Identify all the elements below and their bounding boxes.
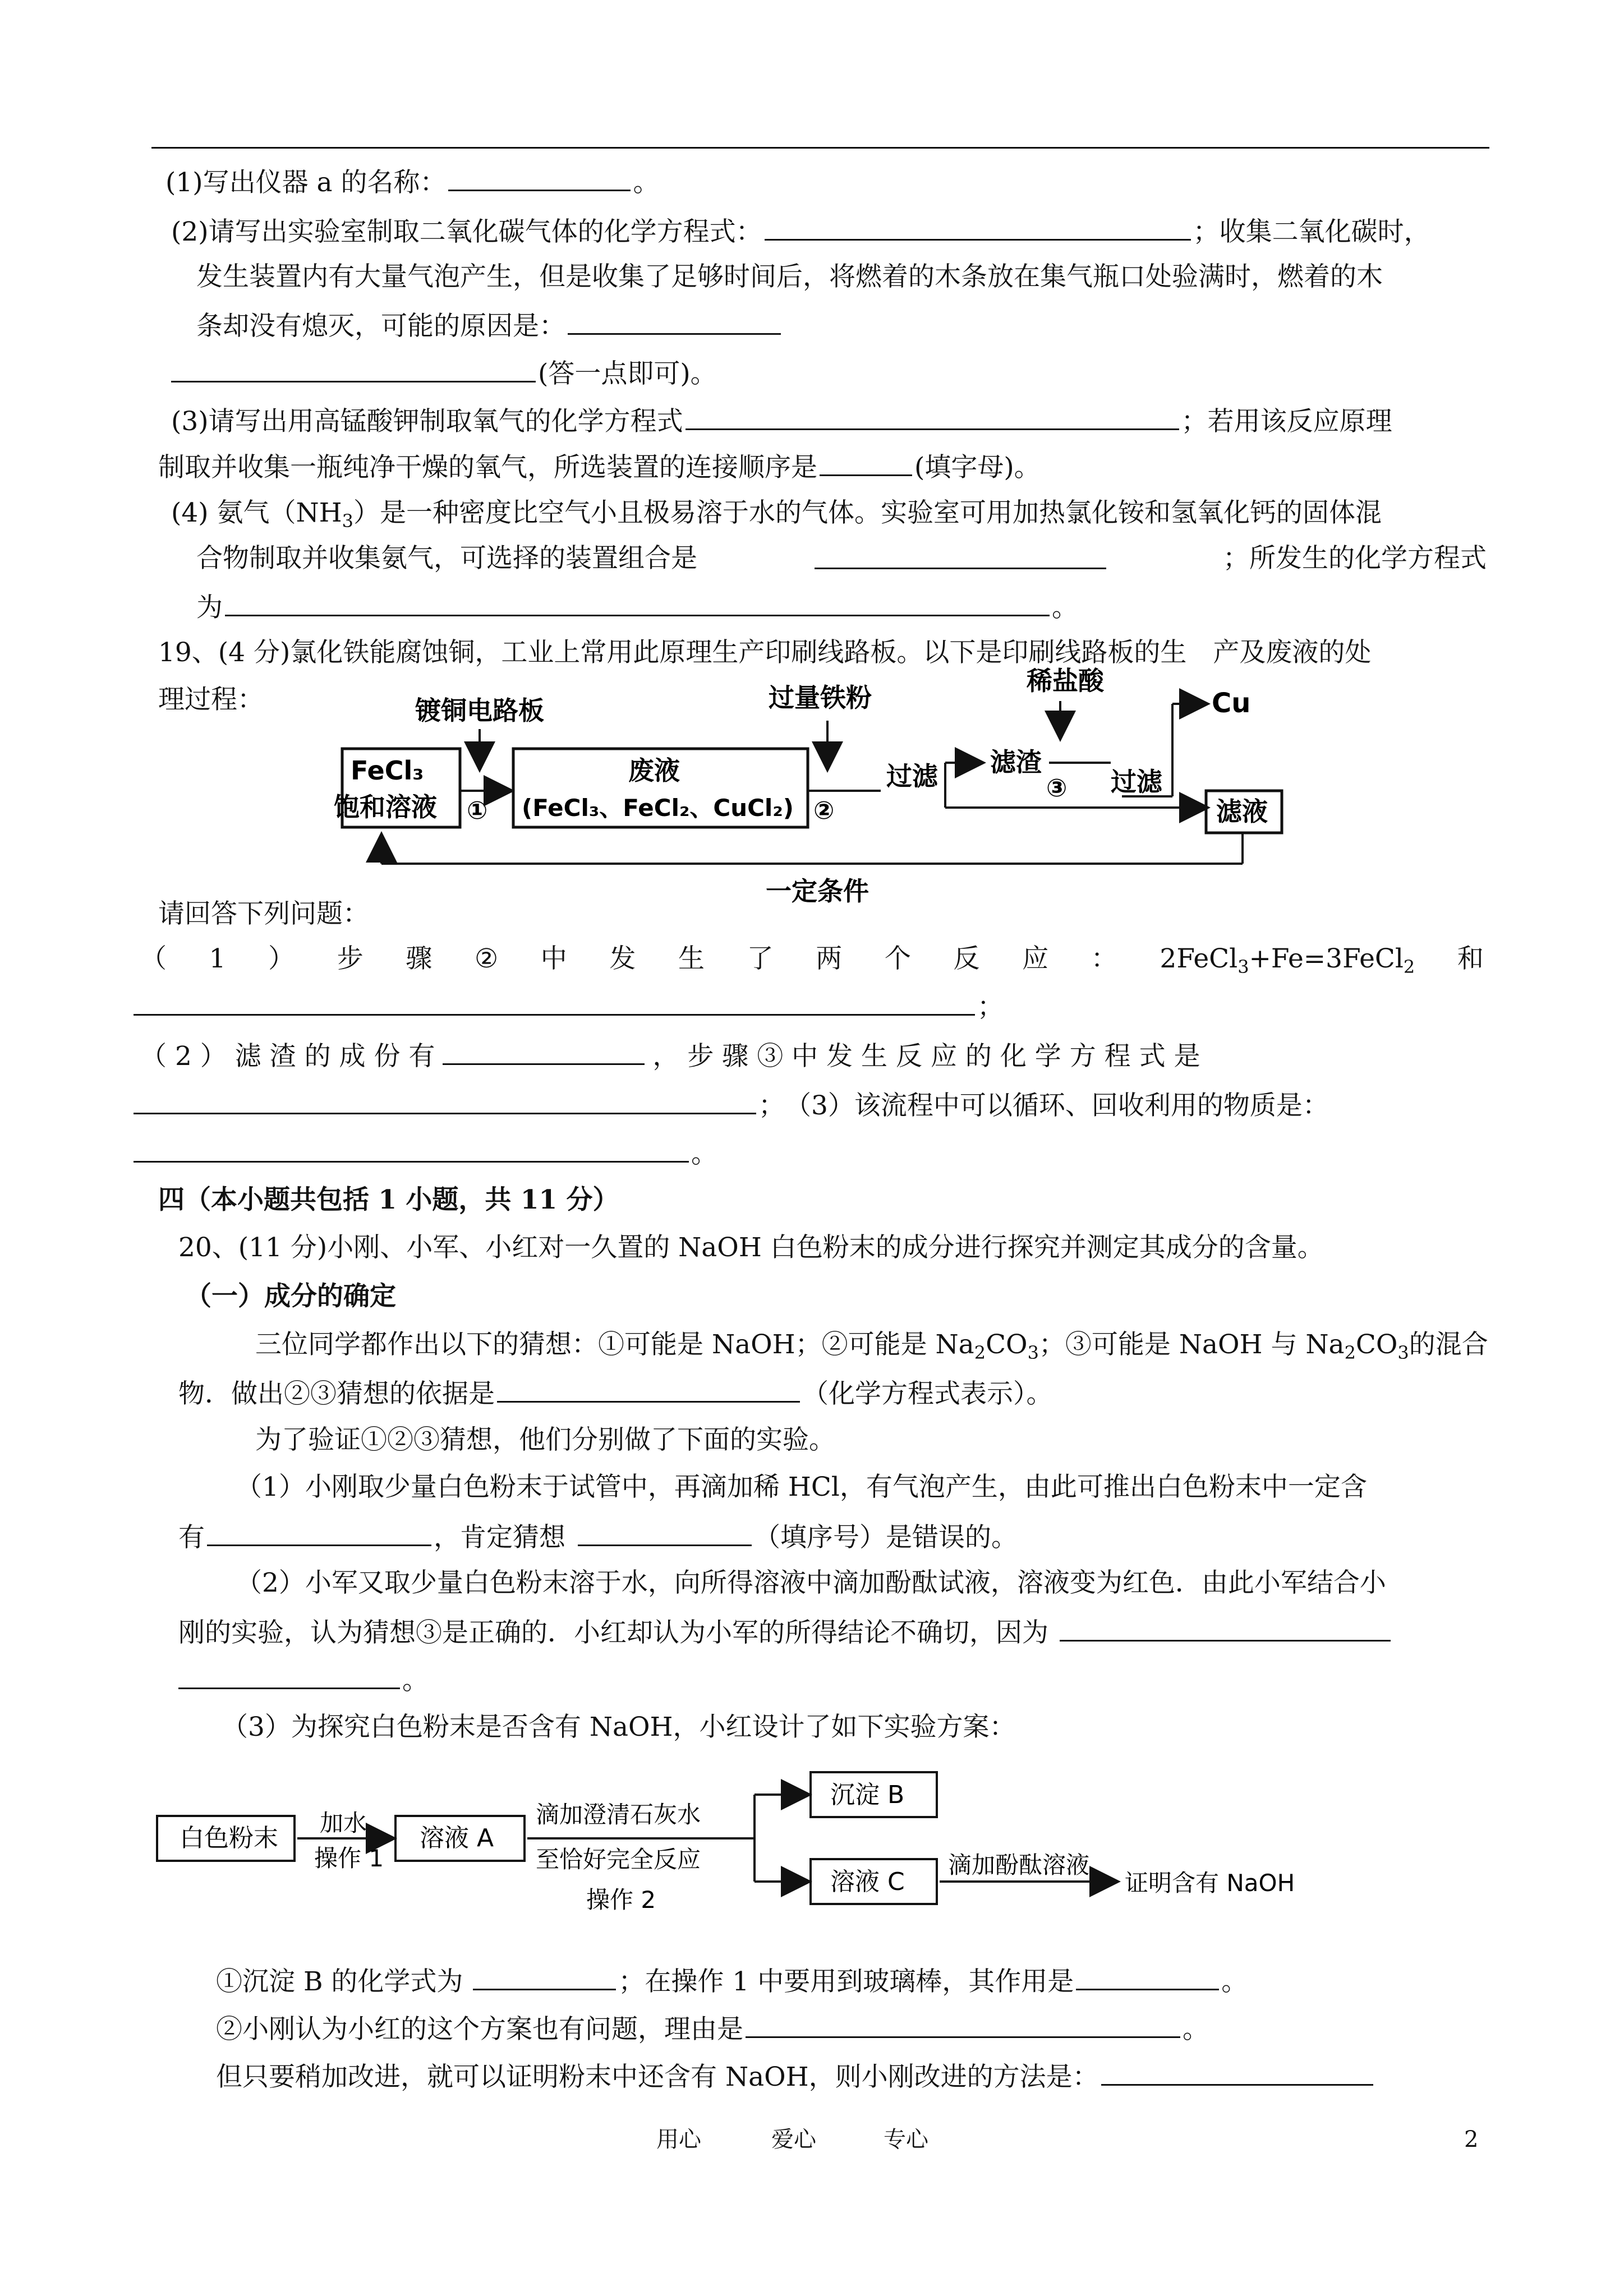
q20-step1-line2 (178, 1519, 1018, 1555)
q20-intro: 20、(11 分)小刚、小军、小红对一久置的 NaOH 白色粉末的成分进行探究并测定其成分的含量。 (178, 1232, 1324, 1263)
answer2-text: ②小刚认为小红的这个方案也有问题，理由是 (216, 2014, 743, 2045)
header-rule (151, 147, 1489, 149)
answer-blank[interactable] (473, 1963, 616, 1990)
footer-motto-1: 用心 (656, 2127, 701, 2152)
answer-blank[interactable] (820, 449, 912, 476)
q19-q1-token: 1 (209, 943, 226, 974)
answer-blank[interactable] (171, 355, 536, 382)
iron-powder-label: 过量铁粉 (769, 683, 872, 713)
hydrochloric-acid-label: 稀盐酸 (1027, 666, 1104, 696)
q18-part1 (165, 164, 659, 200)
guess-text: 三位同学都作出以下的猜想：①可能是 NaOH；②可能是 Na (255, 1329, 974, 1360)
q18-part2-line4 (171, 355, 717, 391)
q19-q1-formula (1160, 942, 1415, 976)
q19-intro-line1: 19、(4 分)氯化铁能腐蚀铜，工业上常用此原理生产印刷线路板。以下是印刷线路板的生 产及废液的处 (158, 637, 1372, 668)
footer-motto-2: 爱心 (771, 2127, 816, 2152)
add-water-label: 加水 (320, 1809, 367, 1837)
section-heading: 四（本小题共包括 1 小题，共 11 分） (158, 1184, 619, 1215)
answer3-text: 但只要稍加改进，就可以证明粉末中还含有 NaOH，则小刚改进的方法是： (216, 2062, 1099, 2092)
add-phenolphthalein-label: 滴加酚酞溶液 (948, 1851, 1090, 1879)
q18-part4-text-a2: ）是一种密度比空气小且极易溶于水的气体。实验室可用加热氯化铵和氢氧化钙的固体混 (353, 497, 1382, 528)
q19-question1-line2 (134, 988, 1004, 1024)
q19-q1-token: 反 (953, 943, 980, 974)
q19-question2-line1 (140, 1038, 1200, 1073)
answer-blank[interactable] (686, 403, 1179, 430)
q18-part4-text-d: 为 (196, 592, 223, 623)
step1-label: ① (467, 796, 488, 825)
guess-text: CO (986, 1329, 1028, 1360)
subscript: 3 (342, 510, 353, 532)
q19-q1-token: 发 (609, 943, 636, 974)
q18-part4-line2 (196, 542, 1487, 575)
q19-q1-token: 生 (678, 943, 705, 974)
q19-q1-token: 个 (884, 943, 911, 974)
q19-question2-line2 (134, 1087, 1329, 1123)
q20-answer3 (216, 2058, 1375, 2094)
waste-formula: (FeCl₃、FeCl₂、CuCl₂) (522, 794, 794, 822)
operation2-label: 操作 2 (586, 1886, 656, 1914)
step3-label: ③ (1046, 774, 1068, 803)
guess-basis-hint: （化学方程式表示）。 (802, 1378, 1053, 1409)
q18-part3-text-c: 制取并收集一瓶纯净干燥的氧气，所选装置的连接顺序是 (158, 452, 817, 483)
subscript: 2 (1344, 1342, 1356, 1363)
q19-q1-and: 和 (1457, 943, 1484, 974)
solution-c-label: 溶液 C (830, 1868, 905, 1896)
certain-conditions-label: 一定条件 (766, 876, 869, 906)
answer-blank[interactable] (765, 213, 1191, 241)
answer-blank[interactable] (178, 1662, 400, 1689)
subscript: 3 (1237, 956, 1249, 978)
fecl3-label: FeCl₃ (351, 755, 424, 786)
q18-part3-text: (3)请写出用高锰酸钾制取氧气的化学方程式 (171, 406, 683, 437)
answer-blank[interactable] (225, 589, 1050, 616)
solution-a-label: 溶液 A (420, 1824, 494, 1852)
guess-text: 的混合 (1409, 1329, 1488, 1360)
q18-part3-text-b: ；若用该反应原理 (1181, 406, 1392, 437)
filter1-label: 过滤 (886, 761, 938, 791)
step1-text-b: 有 (178, 1522, 205, 1553)
q20-step2-line1: （2）小军又取少量白色粉末溶于水，向所得溶液中滴加酚酞试液，溶液变为红色．由此小军结合小 (236, 1567, 1386, 1598)
operation1-label: 操作 1 (314, 1845, 384, 1872)
copper-product-label: Cu (1212, 688, 1251, 719)
q19-q1-token: 步 (337, 943, 364, 974)
filtrate-label: 滤液 (1216, 796, 1268, 827)
q20-step1-line1: （1）小刚取少量白色粉末于试管中，再滴加稀 HCl，有气泡产生，由此可推出白色粉末中一定含 (236, 1472, 1367, 1502)
footer-motto-3: 专心 (884, 2127, 928, 2152)
copper-board-label: 镀铜电路板 (415, 695, 544, 726)
q18-part1-text: (1)写出仪器 a 的名称： (165, 167, 447, 198)
answer-blank[interactable] (578, 1519, 752, 1546)
q18-part4-text-a1: (4) 氨气（NH (171, 497, 342, 528)
subscript: 2 (1403, 956, 1415, 978)
answer1-text-b: ；在操作 1 中要用到玻璃棒，其作用是 (618, 1966, 1074, 1997)
q19-q1-token: ② (475, 943, 499, 974)
q18-part2-text-b: ；收集二氧化碳时， (1193, 216, 1430, 247)
q20-guess-line2 (178, 1375, 1053, 1411)
answer-blank[interactable] (815, 542, 1106, 569)
answer-blank[interactable] (448, 164, 631, 191)
answer-blank[interactable] (134, 1087, 756, 1114)
q18-part4-text-c: ；所发生的化学方程式 (1223, 543, 1487, 574)
q19-q1-token: ： (1091, 943, 1117, 974)
q19-q1-token: 了 (747, 943, 774, 974)
step2-end: 。 (402, 1665, 429, 1696)
q19-q2-text-b: ， 步 骤 ③ 中 发 生 反 应 的 化 学 方 程 式 是 (652, 1041, 1200, 1072)
filter2-label: 过滤 (1111, 767, 1162, 797)
white-powder-label: 白色粉末 (180, 1824, 278, 1852)
q19-question3-line2 (134, 1135, 717, 1171)
q20-step3: （3）为探究白色粉末是否含有 NaOH，小红设计了如下实验方案： (222, 1712, 1016, 1742)
q19-q3-end: 。 (691, 1138, 717, 1169)
q20-experiment-flowchart (151, 1750, 1358, 1940)
answer2-end: 。 (1183, 2014, 1209, 2045)
q19-q1-token: 两 (816, 943, 843, 974)
q18-part2-text-e: (答一点即可)。 (538, 358, 717, 389)
q19-ask: 请回答下列问题： (158, 898, 369, 929)
q19-q1-token: 中 (540, 943, 567, 974)
q20-answer1 (216, 1963, 1248, 1999)
q18-part4-line3 (196, 589, 1078, 625)
q19-process-flowchart (314, 653, 1296, 923)
waste-label: 废液 (628, 755, 680, 786)
q18-part3-line1 (171, 403, 1392, 439)
q19-q1-token: 应 (1022, 943, 1049, 974)
guess-basis-text: 物．做出②③猜想的依据是 (178, 1378, 495, 1409)
guess-text: ；③可能是 NaOH 与 Na (1038, 1329, 1345, 1360)
q18-part3-line2 (158, 449, 1041, 485)
answer-blank[interactable] (443, 1038, 645, 1065)
formula-part: +Fe=3FeCl (1249, 943, 1404, 974)
guess-text: CO (1355, 1329, 1398, 1360)
q19-q3-text: ； （3）该流程中可以循环、回收利用的物质是： (758, 1090, 1329, 1121)
add-limewater-label: 滴加澄清石灰水 (536, 1801, 701, 1828)
answer-blank[interactable] (497, 1375, 800, 1403)
q20-answer2 (216, 2011, 1209, 2046)
q19-q2-text-a: （ 2 ） 滤 渣 的 成 份 有 (140, 1041, 435, 1072)
answer-blank[interactable] (1076, 1963, 1219, 1990)
q19-q1-end: ； (977, 992, 1004, 1022)
q18-part4-line1 (171, 496, 1382, 530)
answer-blank[interactable] (134, 988, 975, 1016)
step1-text-c: ，肯定猜想 (434, 1522, 565, 1553)
fecl3-solution-label: 饱和溶液 (334, 792, 437, 822)
q19-q1-token: 骤 (406, 943, 433, 974)
complete-reaction-label: 至恰好完全反应 (536, 1846, 701, 1873)
step1-text-d: （填序号）是错误的。 (754, 1522, 1018, 1553)
step2-text-b: 刚的实验，认为猜想③是正确的．小红却认为小军的所得结论不确切，因为 (178, 1617, 1048, 1648)
residue-label: 滤渣 (990, 747, 1042, 777)
answer-blank[interactable] (207, 1519, 431, 1546)
q19-q1-token: ） (268, 943, 295, 974)
q18-part2-text: (2)请写出实验室制取二氧化碳气体的化学方程式： (171, 216, 762, 247)
subscript: 2 (974, 1342, 986, 1363)
q20-guess-line1 (255, 1328, 1488, 1362)
q18-part2-text-d: 条却没有熄灭，可能的原因是： (196, 311, 565, 342)
q20-part1-heading: （一）成分的确定 (185, 1281, 396, 1312)
subscript: 3 (1397, 1342, 1409, 1363)
q18-part4-text-b: 合物制取并收集氨气，可选择的装置组合是 (196, 543, 697, 574)
q19-q1-token: （ (140, 943, 167, 974)
q18-part2-line3 (196, 307, 783, 343)
q18-part4-text-e: 。 (1052, 592, 1078, 623)
step2-label: ② (813, 796, 835, 825)
q18-part3-text-d: (填字母)。 (914, 452, 1041, 483)
page-number: 2 (1464, 2127, 1479, 2152)
q19-intro-line2: 理过程： (158, 684, 264, 715)
answer-blank[interactable] (746, 2011, 1180, 2038)
answer1-text-a: ①沉淀 B 的化学式为 (216, 1966, 463, 1997)
answer1-end: 。 (1221, 1966, 1248, 1997)
q20-verify: 为了验证①②③猜想，他们分别做了下面的实验。 (255, 1424, 835, 1455)
proves-naoh-label: 证明含有 NaOH (1125, 1869, 1295, 1897)
answer-blank[interactable] (1060, 1614, 1391, 1642)
answer-blank[interactable] (134, 1135, 689, 1163)
subscript: 3 (1027, 1342, 1039, 1363)
formula-part: 2FeCl (1160, 943, 1238, 974)
q18-part1-end: 。 (633, 167, 660, 198)
precipitate-b-label: 沉淀 B (830, 1781, 905, 1809)
q18-part2-line2: 发生装置内有大量气泡产生，但是收集了足够时间后，将燃着的木条放在集气瓶口处验满时，燃着的木 (196, 261, 1383, 292)
q20-step2-line2 (178, 1614, 1393, 1650)
q18-part2-line1 (171, 213, 1430, 249)
answer-blank[interactable] (568, 307, 781, 335)
q19-question1-line1 (140, 942, 1484, 976)
q20-step2-line3 (178, 1662, 429, 1698)
answer-blank[interactable] (1101, 2058, 1373, 2086)
